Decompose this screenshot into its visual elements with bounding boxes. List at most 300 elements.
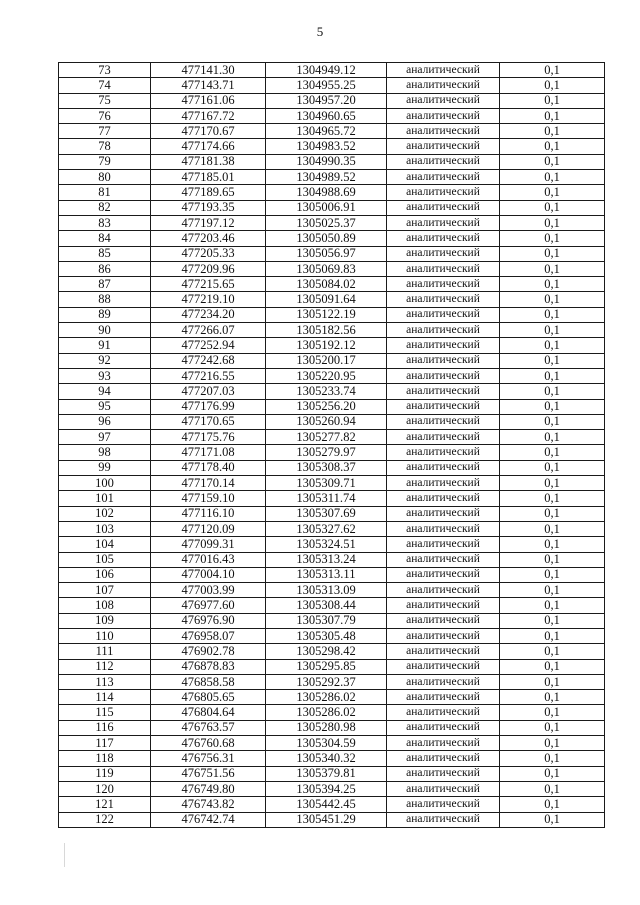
table-row [59, 277, 605, 292]
method-cell: аналитический [387, 292, 500, 307]
y-coordinate-cell: 1304957.20 [266, 93, 387, 108]
x-coordinate-cell: 477016.43 [151, 552, 266, 567]
y-coordinate-cell: 1305305.48 [266, 628, 387, 643]
x-coordinate-cell: 476958.07 [151, 628, 266, 643]
point-number-cell: 93 [59, 368, 151, 383]
y-coordinate-cell: 1304955.25 [266, 78, 387, 93]
point-number-cell: 118 [59, 751, 151, 766]
point-number-cell: 102 [59, 506, 151, 521]
accuracy-cell: 0,1 [500, 491, 605, 506]
accuracy-cell: 0,1 [500, 797, 605, 812]
y-coordinate-cell: 1305340.32 [266, 751, 387, 766]
y-coordinate-cell: 1304990.35 [266, 154, 387, 169]
table-row [59, 368, 605, 383]
y-coordinate-cell: 1305313.24 [266, 552, 387, 567]
point-number-cell: 91 [59, 338, 151, 353]
method-cell: аналитический [387, 445, 500, 460]
table-row [59, 659, 605, 674]
point-number-cell: 90 [59, 323, 151, 338]
accuracy-cell: 0,1 [500, 598, 605, 613]
point-number-cell: 114 [59, 690, 151, 705]
table-row [59, 63, 605, 78]
x-coordinate-cell: 477174.66 [151, 139, 266, 154]
method-cell: аналитический [387, 430, 500, 445]
method-cell: аналитический [387, 277, 500, 292]
table-row [59, 338, 605, 353]
x-coordinate-cell: 477004.10 [151, 567, 266, 582]
y-coordinate-cell: 1305394.25 [266, 781, 387, 796]
accuracy-cell: 0,1 [500, 170, 605, 185]
y-coordinate-cell: 1305256.20 [266, 399, 387, 414]
method-cell: аналитический [387, 613, 500, 628]
x-coordinate-cell: 477189.65 [151, 185, 266, 200]
point-number-cell: 113 [59, 674, 151, 689]
point-number-cell: 87 [59, 277, 151, 292]
accuracy-cell: 0,1 [500, 323, 605, 338]
table-row [59, 537, 605, 552]
x-coordinate-cell: 476756.31 [151, 751, 266, 766]
method-cell: аналитический [387, 170, 500, 185]
table-row [59, 139, 605, 154]
accuracy-cell: 0,1 [500, 93, 605, 108]
y-coordinate-cell: 1305313.11 [266, 567, 387, 582]
x-coordinate-cell: 477170.65 [151, 414, 266, 429]
method-cell: аналитический [387, 93, 500, 108]
method-cell: аналитический [387, 705, 500, 720]
point-number-cell: 106 [59, 567, 151, 582]
y-coordinate-cell: 1305298.42 [266, 644, 387, 659]
x-coordinate-cell: 477116.10 [151, 506, 266, 521]
method-cell: аналитический [387, 674, 500, 689]
point-number-cell: 86 [59, 261, 151, 276]
method-cell: аналитический [387, 583, 500, 598]
method-cell: аналитический [387, 567, 500, 582]
point-number-cell: 122 [59, 812, 151, 827]
table-row [59, 430, 605, 445]
table-row [59, 292, 605, 307]
accuracy-cell: 0,1 [500, 215, 605, 230]
x-coordinate-cell: 477181.38 [151, 154, 266, 169]
y-coordinate-cell: 1305379.81 [266, 766, 387, 781]
y-coordinate-cell: 1305292.37 [266, 674, 387, 689]
x-coordinate-cell: 477242.68 [151, 353, 266, 368]
point-number-cell: 77 [59, 124, 151, 139]
method-cell: аналитический [387, 246, 500, 261]
y-coordinate-cell: 1304965.72 [266, 124, 387, 139]
point-number-cell: 79 [59, 154, 151, 169]
accuracy-cell: 0,1 [500, 200, 605, 215]
method-cell: аналитический [387, 781, 500, 796]
method-cell: аналитический [387, 200, 500, 215]
accuracy-cell: 0,1 [500, 384, 605, 399]
method-cell: аналитический [387, 659, 500, 674]
point-number-cell: 75 [59, 93, 151, 108]
point-number-cell: 99 [59, 460, 151, 475]
point-number-cell: 96 [59, 414, 151, 429]
point-number-cell: 80 [59, 170, 151, 185]
method-cell: аналитический [387, 476, 500, 491]
accuracy-cell: 0,1 [500, 231, 605, 246]
method-cell: аналитический [387, 644, 500, 659]
table-row [59, 552, 605, 567]
method-cell: аналитический [387, 491, 500, 506]
accuracy-cell: 0,1 [500, 108, 605, 123]
x-coordinate-cell: 477003.99 [151, 583, 266, 598]
table-row [59, 628, 605, 643]
table-row [59, 583, 605, 598]
accuracy-cell: 0,1 [500, 154, 605, 169]
x-coordinate-cell: 476902.78 [151, 644, 266, 659]
method-cell: аналитический [387, 720, 500, 735]
table-row [59, 613, 605, 628]
y-coordinate-cell: 1305313.09 [266, 583, 387, 598]
y-coordinate-cell: 1305050.89 [266, 231, 387, 246]
point-number-cell: 73 [59, 63, 151, 78]
accuracy-cell: 0,1 [500, 674, 605, 689]
y-coordinate-cell: 1305327.62 [266, 521, 387, 536]
page-number: 5 [316, 24, 324, 39]
accuracy-cell: 0,1 [500, 521, 605, 536]
point-number-cell: 107 [59, 583, 151, 598]
x-coordinate-cell: 477219.10 [151, 292, 266, 307]
table-row [59, 261, 605, 276]
y-coordinate-cell: 1305220.95 [266, 368, 387, 383]
method-cell: аналитический [387, 261, 500, 276]
x-coordinate-cell: 477193.35 [151, 200, 266, 215]
method-cell: аналитический [387, 231, 500, 246]
x-coordinate-cell: 477252.94 [151, 338, 266, 353]
point-number-cell: 112 [59, 659, 151, 674]
y-coordinate-cell: 1304960.65 [266, 108, 387, 123]
point-number-cell: 84 [59, 231, 151, 246]
accuracy-cell: 0,1 [500, 414, 605, 429]
y-coordinate-cell: 1305307.69 [266, 506, 387, 521]
x-coordinate-cell: 477207.03 [151, 384, 266, 399]
accuracy-cell: 0,1 [500, 292, 605, 307]
point-number-cell: 92 [59, 353, 151, 368]
x-coordinate-cell: 477203.46 [151, 231, 266, 246]
x-coordinate-cell: 477171.08 [151, 445, 266, 460]
accuracy-cell: 0,1 [500, 78, 605, 93]
point-number-cell: 103 [59, 521, 151, 536]
x-coordinate-cell: 477185.01 [151, 170, 266, 185]
x-coordinate-cell: 477170.67 [151, 124, 266, 139]
table-row [59, 215, 605, 230]
method-cell: аналитический [387, 185, 500, 200]
table-row [59, 353, 605, 368]
x-coordinate-cell: 477178.40 [151, 460, 266, 475]
accuracy-cell: 0,1 [500, 736, 605, 751]
accuracy-cell: 0,1 [500, 781, 605, 796]
point-number-cell: 81 [59, 185, 151, 200]
x-coordinate-cell: 476760.68 [151, 736, 266, 751]
table-row [59, 460, 605, 475]
accuracy-cell: 0,1 [500, 353, 605, 368]
table-row [59, 246, 605, 261]
x-coordinate-cell: 477266.07 [151, 323, 266, 338]
point-number-cell: 119 [59, 766, 151, 781]
accuracy-cell: 0,1 [500, 261, 605, 276]
accuracy-cell: 0,1 [500, 705, 605, 720]
point-number-cell: 116 [59, 720, 151, 735]
table-row [59, 231, 605, 246]
y-coordinate-cell: 1305280.98 [266, 720, 387, 735]
table-row [59, 812, 605, 827]
accuracy-cell: 0,1 [500, 537, 605, 552]
x-coordinate-cell: 477141.30 [151, 63, 266, 78]
accuracy-cell: 0,1 [500, 567, 605, 582]
y-coordinate-cell: 1305308.37 [266, 460, 387, 475]
y-coordinate-cell: 1305260.94 [266, 414, 387, 429]
table-row [59, 200, 605, 215]
accuracy-cell: 0,1 [500, 751, 605, 766]
accuracy-cell: 0,1 [500, 812, 605, 827]
table-row [59, 705, 605, 720]
accuracy-cell: 0,1 [500, 277, 605, 292]
method-cell: аналитический [387, 812, 500, 827]
table-row [59, 736, 605, 751]
y-coordinate-cell: 1305182.56 [266, 323, 387, 338]
method-cell: аналитический [387, 690, 500, 705]
x-coordinate-cell: 477120.09 [151, 521, 266, 536]
point-number-cell: 100 [59, 476, 151, 491]
accuracy-cell: 0,1 [500, 307, 605, 322]
point-number-cell: 98 [59, 445, 151, 460]
y-coordinate-cell: 1304983.52 [266, 139, 387, 154]
y-coordinate-cell: 1305006.91 [266, 200, 387, 215]
method-cell: аналитический [387, 338, 500, 353]
y-coordinate-cell: 1304949.12 [266, 63, 387, 78]
y-coordinate-cell: 1305286.02 [266, 690, 387, 705]
x-coordinate-cell: 477170.14 [151, 476, 266, 491]
scan-artifact-line [64, 843, 65, 867]
table-row [59, 307, 605, 322]
point-number-cell: 120 [59, 781, 151, 796]
accuracy-cell: 0,1 [500, 644, 605, 659]
x-coordinate-cell: 477175.76 [151, 430, 266, 445]
table-row [59, 521, 605, 536]
accuracy-cell: 0,1 [500, 506, 605, 521]
table-row [59, 491, 605, 506]
y-coordinate-cell: 1304988.69 [266, 185, 387, 200]
method-cell: аналитический [387, 307, 500, 322]
method-cell: аналитический [387, 78, 500, 93]
method-cell: аналитический [387, 399, 500, 414]
y-coordinate-cell: 1305192.12 [266, 338, 387, 353]
point-number-cell: 95 [59, 399, 151, 414]
method-cell: аналитический [387, 414, 500, 429]
method-cell: аналитический [387, 736, 500, 751]
method-cell: аналитический [387, 537, 500, 552]
x-coordinate-cell: 476749.80 [151, 781, 266, 796]
table-row [59, 751, 605, 766]
method-cell: аналитический [387, 628, 500, 643]
coordinates-table [58, 62, 605, 828]
y-coordinate-cell: 1305295.85 [266, 659, 387, 674]
accuracy-cell: 0,1 [500, 552, 605, 567]
y-coordinate-cell: 1305309.71 [266, 476, 387, 491]
point-number-cell: 104 [59, 537, 151, 552]
y-coordinate-cell: 1304989.52 [266, 170, 387, 185]
method-cell: аналитический [387, 353, 500, 368]
point-number-cell: 85 [59, 246, 151, 261]
point-number-cell: 89 [59, 307, 151, 322]
y-coordinate-cell: 1305233.74 [266, 384, 387, 399]
y-coordinate-cell: 1305056.97 [266, 246, 387, 261]
point-number-cell: 105 [59, 552, 151, 567]
x-coordinate-cell: 477167.72 [151, 108, 266, 123]
accuracy-cell: 0,1 [500, 445, 605, 460]
y-coordinate-cell: 1305025.37 [266, 215, 387, 230]
accuracy-cell: 0,1 [500, 460, 605, 475]
accuracy-cell: 0,1 [500, 583, 605, 598]
accuracy-cell: 0,1 [500, 368, 605, 383]
y-coordinate-cell: 1305307.79 [266, 613, 387, 628]
y-coordinate-cell: 1305200.17 [266, 353, 387, 368]
method-cell: аналитический [387, 552, 500, 567]
method-cell: аналитический [387, 368, 500, 383]
method-cell: аналитический [387, 154, 500, 169]
table-row [59, 185, 605, 200]
accuracy-cell: 0,1 [500, 476, 605, 491]
method-cell: аналитический [387, 797, 500, 812]
x-coordinate-cell: 476976.90 [151, 613, 266, 628]
method-cell: аналитический [387, 384, 500, 399]
method-cell: аналитический [387, 215, 500, 230]
table-row [59, 384, 605, 399]
x-coordinate-cell: 477176.99 [151, 399, 266, 414]
point-number-cell: 111 [59, 644, 151, 659]
table-row [59, 781, 605, 796]
accuracy-cell: 0,1 [500, 430, 605, 445]
table-row [59, 323, 605, 338]
x-coordinate-cell: 476858.58 [151, 674, 266, 689]
y-coordinate-cell: 1305308.44 [266, 598, 387, 613]
point-number-cell: 121 [59, 797, 151, 812]
x-coordinate-cell: 476751.56 [151, 766, 266, 781]
y-coordinate-cell: 1305091.64 [266, 292, 387, 307]
table-row [59, 720, 605, 735]
table-row [59, 445, 605, 460]
method-cell: аналитический [387, 108, 500, 123]
accuracy-cell: 0,1 [500, 139, 605, 154]
table-row [59, 154, 605, 169]
method-cell: аналитический [387, 63, 500, 78]
x-coordinate-cell: 476977.60 [151, 598, 266, 613]
y-coordinate-cell: 1305304.59 [266, 736, 387, 751]
table-row [59, 567, 605, 582]
table-row [59, 78, 605, 93]
point-number-cell: 78 [59, 139, 151, 154]
y-coordinate-cell: 1305286.02 [266, 705, 387, 720]
point-number-cell: 101 [59, 491, 151, 506]
y-coordinate-cell: 1305122.19 [266, 307, 387, 322]
table-row [59, 476, 605, 491]
point-number-cell: 108 [59, 598, 151, 613]
method-cell: аналитический [387, 460, 500, 475]
point-number-cell: 117 [59, 736, 151, 751]
accuracy-cell: 0,1 [500, 399, 605, 414]
point-number-cell: 83 [59, 215, 151, 230]
table-row [59, 399, 605, 414]
x-coordinate-cell: 476878.83 [151, 659, 266, 674]
x-coordinate-cell: 477161.06 [151, 93, 266, 108]
point-number-cell: 115 [59, 705, 151, 720]
table-row [59, 170, 605, 185]
accuracy-cell: 0,1 [500, 246, 605, 261]
method-cell: аналитический [387, 506, 500, 521]
accuracy-cell: 0,1 [500, 185, 605, 200]
method-cell: аналитический [387, 598, 500, 613]
x-coordinate-cell: 477159.10 [151, 491, 266, 506]
accuracy-cell: 0,1 [500, 659, 605, 674]
table-row [59, 108, 605, 123]
x-coordinate-cell: 476805.65 [151, 690, 266, 705]
y-coordinate-cell: 1305069.83 [266, 261, 387, 276]
point-number-cell: 82 [59, 200, 151, 215]
table-row [59, 598, 605, 613]
point-number-cell: 97 [59, 430, 151, 445]
accuracy-cell: 0,1 [500, 124, 605, 139]
table-row [59, 93, 605, 108]
table-row [59, 414, 605, 429]
table-row [59, 674, 605, 689]
x-coordinate-cell: 477099.31 [151, 537, 266, 552]
table-row [59, 644, 605, 659]
table-row [59, 124, 605, 139]
y-coordinate-cell: 1305084.02 [266, 277, 387, 292]
point-number-cell: 94 [59, 384, 151, 399]
accuracy-cell: 0,1 [500, 720, 605, 735]
accuracy-cell: 0,1 [500, 338, 605, 353]
y-coordinate-cell: 1305311.74 [266, 491, 387, 506]
x-coordinate-cell: 477205.33 [151, 246, 266, 261]
x-coordinate-cell: 477197.12 [151, 215, 266, 230]
accuracy-cell: 0,1 [500, 628, 605, 643]
method-cell: аналитический [387, 124, 500, 139]
accuracy-cell: 0,1 [500, 613, 605, 628]
x-coordinate-cell: 477216.55 [151, 368, 266, 383]
table-row [59, 690, 605, 705]
accuracy-cell: 0,1 [500, 766, 605, 781]
method-cell: аналитический [387, 323, 500, 338]
y-coordinate-cell: 1305451.29 [266, 812, 387, 827]
x-coordinate-cell: 476742.74 [151, 812, 266, 827]
method-cell: аналитический [387, 751, 500, 766]
y-coordinate-cell: 1305324.51 [266, 537, 387, 552]
point-number-cell: 109 [59, 613, 151, 628]
x-coordinate-cell: 477234.20 [151, 307, 266, 322]
x-coordinate-cell: 476743.82 [151, 797, 266, 812]
x-coordinate-cell: 476804.64 [151, 705, 266, 720]
method-cell: аналитический [387, 139, 500, 154]
x-coordinate-cell: 476763.57 [151, 720, 266, 735]
method-cell: аналитический [387, 766, 500, 781]
y-coordinate-cell: 1305279.97 [266, 445, 387, 460]
point-number-cell: 110 [59, 628, 151, 643]
coordinates-table-body [59, 63, 605, 828]
table-row [59, 797, 605, 812]
table-row [59, 766, 605, 781]
point-number-cell: 74 [59, 78, 151, 93]
x-coordinate-cell: 477215.65 [151, 277, 266, 292]
y-coordinate-cell: 1305442.45 [266, 797, 387, 812]
point-number-cell: 88 [59, 292, 151, 307]
point-number-cell: 76 [59, 108, 151, 123]
x-coordinate-cell: 477209.96 [151, 261, 266, 276]
accuracy-cell: 0,1 [500, 63, 605, 78]
table-row [59, 506, 605, 521]
